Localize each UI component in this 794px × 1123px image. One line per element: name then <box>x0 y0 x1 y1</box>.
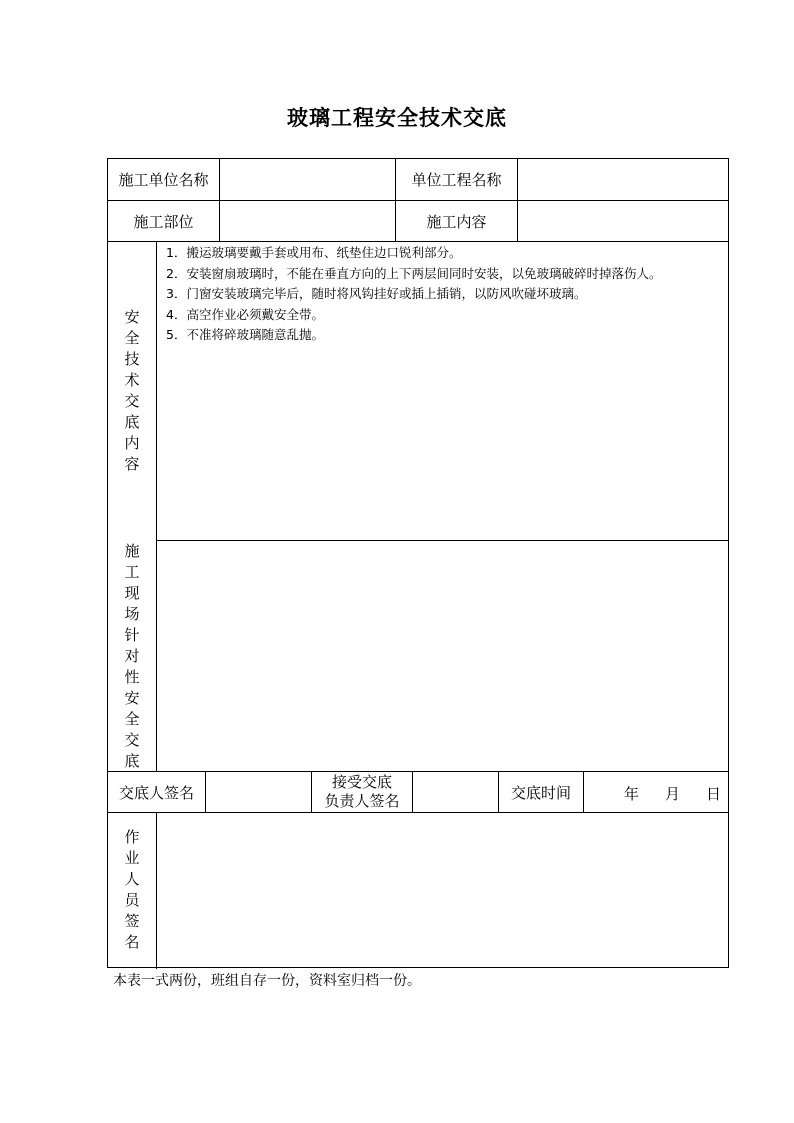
page-title: 玻璃工程安全技术交底 <box>287 105 507 130</box>
safety-item: 4．高空作业必须戴安全带。 <box>166 306 324 322</box>
construction-content-field[interactable] <box>518 201 728 241</box>
unit-name-field[interactable] <box>220 159 395 200</box>
project-name-field[interactable] <box>518 159 728 200</box>
site-specific-content-field[interactable] <box>157 541 728 771</box>
site-specific-label: 施 工 现 场 针 对 性 安 全 交 底 <box>124 542 140 770</box>
row-divider <box>108 241 728 242</box>
day-label: 日 <box>706 785 722 803</box>
safety-item: 3．门窗安装玻璃完毕后，随时将风钩挂好或插上插销，以防风吹碰坏玻璃。 <box>166 286 587 301</box>
disclosure-date-field[interactable] <box>584 772 728 812</box>
receiver-signature-label: 接受交底 负责人签名 <box>324 773 400 810</box>
discloser-signature-label: 交底人签名 <box>118 783 194 802</box>
month-label: 月 <box>665 785 681 803</box>
project-name-label: 单位工程名称 <box>411 171 502 189</box>
construction-part-field[interactable] <box>220 201 395 241</box>
safety-item: 5．不准将碎玻璃随意乱抛。 <box>166 327 324 342</box>
disclosure-time-label: 交底时间 <box>510 783 571 802</box>
safety-items-list <box>164 243 661 346</box>
year-label: 年 <box>624 785 640 803</box>
workers-signature-field[interactable] <box>157 813 728 967</box>
workers-signature-label: 作 业 人 员 签 名 <box>124 828 140 951</box>
safety-content-label: 安 全 技 术 交 底 内 容 <box>124 308 140 473</box>
unit-name-label: 施工单位名称 <box>118 171 209 189</box>
construction-part-label: 施工部位 <box>133 212 194 231</box>
discloser-signature-field[interactable] <box>206 772 311 812</box>
safety-item: 2．安装窗扇玻璃时，不能在垂直方向的上下两层间同时安装，以免玻璃破碎时掉落伤人。 <box>166 265 662 281</box>
footer-note: 本表一式两份，班组自存一份，资料室归档一份。 <box>113 973 421 989</box>
safety-item: 1．搬运玻璃要戴手套或用布、纸垫住边口锐利部分。 <box>166 245 462 260</box>
receiver-signature-field[interactable] <box>413 772 498 812</box>
construction-content-label: 施工内容 <box>426 212 487 231</box>
disclosure-form-table <box>107 158 729 968</box>
